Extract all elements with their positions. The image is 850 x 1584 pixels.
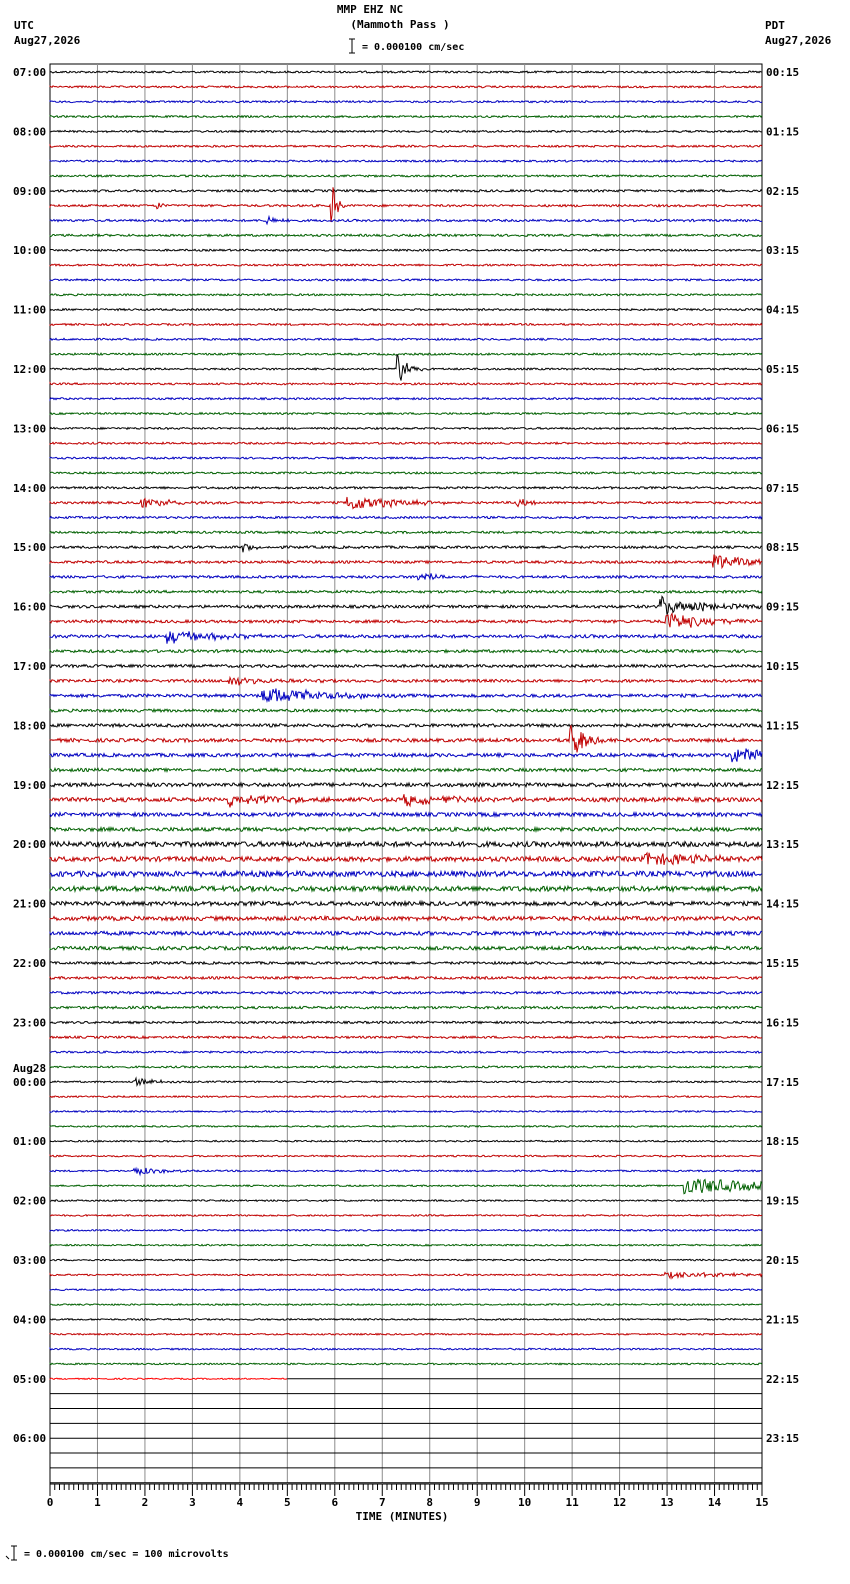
- seismic-trace: [50, 650, 762, 653]
- pdt-hour-label: 20:15: [766, 1254, 800, 1267]
- utc-hour-label: 21:00: [13, 897, 47, 911]
- seismic-trace: [50, 1289, 762, 1291]
- seismic-trace: [50, 1168, 762, 1175]
- seismic-trace: [50, 309, 762, 311]
- x-tick-label: 15: [755, 1496, 769, 1509]
- seismic-trace: [50, 827, 762, 831]
- scale-label: = 0.000100 cm/sec: [362, 42, 465, 53]
- utc-hour-label: 16:00: [13, 600, 47, 614]
- left-timezone: UTC: [14, 19, 34, 32]
- seismic-trace: [50, 279, 762, 281]
- utc-hour-label: 17:00: [13, 660, 47, 673]
- seismic-trace: [50, 1348, 762, 1350]
- seismic-trace: [50, 249, 762, 251]
- right-date: Aug27,2026: [765, 34, 832, 47]
- seismic-trace: [50, 175, 762, 177]
- pdt-hour-label: 13:15: [766, 838, 800, 852]
- utc-hour-label: 20:00: [13, 838, 47, 852]
- left-date: Aug27,2026: [14, 34, 81, 47]
- seismic-trace: [50, 324, 762, 326]
- pdt-hour-label: 09:15: [766, 600, 800, 614]
- seismic-trace: [50, 596, 762, 614]
- x-tick-label: 3: [189, 1496, 196, 1509]
- seismic-trace: [50, 497, 762, 509]
- seismic-trace: [50, 1179, 762, 1194]
- utc-hour-label: 12:00: [13, 363, 47, 376]
- x-tick-label: 11: [565, 1496, 579, 1509]
- plot-frame: [50, 64, 762, 1484]
- seismic-trace: [50, 853, 762, 865]
- station-title: MMP EHZ NC: [336, 3, 404, 16]
- station-location: (Mammoth Pass ): [350, 18, 450, 31]
- seismic-trace: [50, 531, 762, 533]
- seismic-trace: [50, 555, 762, 568]
- seismic-trace: [50, 101, 762, 103]
- x-tick-label: 14: [707, 1496, 722, 1509]
- seismic-trace: [50, 1021, 762, 1023]
- pdt-hour-label: 19:15: [766, 1194, 800, 1208]
- pdt-hour-label: 15:15: [766, 957, 800, 970]
- date-change-label: Aug28: [13, 1061, 47, 1075]
- seismic-trace: [50, 813, 762, 817]
- seismic-trace: [50, 678, 762, 686]
- seismic-trace: [50, 1078, 762, 1085]
- seismic-trace: [50, 1140, 762, 1142]
- x-tick-label: 7: [378, 1496, 386, 1509]
- seismic-trace: [50, 749, 762, 763]
- utc-hour-label: 08:00: [13, 125, 47, 139]
- seismic-trace: [50, 234, 762, 236]
- utc-hour-label: 07:00: [13, 66, 47, 79]
- utc-hour-label: 22:00: [13, 957, 47, 970]
- seismic-trace: [50, 516, 762, 518]
- seismic-trace: [50, 1259, 762, 1261]
- utc-hour-label: 19:00: [13, 778, 47, 792]
- seismic-trace: [50, 573, 762, 580]
- seismic-trace: [50, 1006, 762, 1009]
- seismic-trace: [50, 130, 762, 132]
- x-tick-label: 13: [660, 1496, 674, 1509]
- seismic-trace: [50, 631, 762, 643]
- seismic-trace: [50, 902, 762, 906]
- seismic-trace: [50, 413, 762, 415]
- utc-hour-label: 23:00: [13, 1016, 47, 1030]
- utc-hour-label: 14:00: [13, 481, 47, 495]
- seismic-trace: [50, 398, 762, 400]
- utc-hour-label: 10:00: [13, 244, 47, 258]
- x-tick-label: 2: [141, 1496, 149, 1509]
- pdt-hour-label: 07:15: [766, 481, 800, 495]
- pdt-hour-label: 17:15: [766, 1075, 800, 1089]
- utc-hour-label: 11:00: [13, 303, 47, 317]
- seismic-trace: [50, 338, 762, 340]
- seismic-trace: [50, 190, 762, 192]
- pdt-hour-label: 03:15: [766, 244, 800, 258]
- seismic-trace: [50, 614, 762, 628]
- x-tick-label: 0: [46, 1496, 54, 1509]
- seismic-trace: [50, 1244, 762, 1246]
- pdt-hour-label: 04:15: [766, 303, 800, 317]
- utc-hour-label: 00:00: [13, 1075, 47, 1089]
- x-axis-label: TIME (MINUTES): [355, 1510, 449, 1523]
- x-tick-label: 6: [331, 1496, 339, 1509]
- utc-hour-label: 02:00: [13, 1194, 47, 1208]
- x-tick-label: 12: [612, 1496, 627, 1509]
- seismic-trace: [50, 355, 762, 381]
- seismic-trace: [50, 916, 762, 920]
- pdt-hour-label: 02:15: [766, 184, 800, 198]
- seismic-trace: [50, 842, 762, 847]
- seismic-trace: [50, 86, 762, 88]
- seismic-trace: [50, 1051, 762, 1053]
- seismic-trace: [50, 1066, 762, 1068]
- utc-hour-label: 03:00: [13, 1254, 47, 1267]
- pdt-hour-label: 11:15: [766, 719, 800, 733]
- footer-scale-icon: [4, 1544, 18, 1562]
- pdt-hour-label: 05:15: [766, 363, 800, 376]
- seismic-trace: [50, 1036, 762, 1038]
- x-tick-label: 10: [518, 1496, 532, 1509]
- seismic-trace: [50, 472, 762, 474]
- seismic-trace: [50, 689, 762, 702]
- pdt-hour-label: 12:15: [766, 778, 800, 792]
- seismic-trace: [50, 1272, 762, 1278]
- seismic-trace: [50, 1215, 762, 1217]
- x-tick-label: 4: [236, 1496, 244, 1509]
- x-tick-label: 5: [284, 1496, 291, 1509]
- seismic-trace: [50, 383, 762, 385]
- seismic-trace: [50, 1304, 762, 1306]
- seismic-trace: [50, 1155, 762, 1157]
- seismic-trace: [50, 1126, 762, 1128]
- pdt-hour-label: 10:15: [766, 660, 800, 673]
- seismic-trace: [50, 946, 762, 950]
- utc-hour-label: 04:00: [13, 1313, 47, 1327]
- pdt-hour-label: 23:15: [766, 1432, 800, 1446]
- pdt-hour-label: 21:15: [766, 1313, 800, 1327]
- seismic-trace: [50, 1111, 762, 1113]
- seismic-trace: [50, 725, 762, 752]
- seismic-trace: [50, 353, 762, 355]
- seismic-trace: [50, 665, 762, 668]
- pdt-hour-label: 08:15: [766, 541, 800, 555]
- utc-hour-label: 06:00: [13, 1432, 47, 1446]
- seismic-trace: [50, 886, 762, 891]
- x-tick-label: 8: [426, 1496, 434, 1509]
- x-tick-label: 9: [473, 1496, 481, 1509]
- seismic-trace: [50, 294, 762, 296]
- pdt-hour-label: 18:15: [766, 1135, 800, 1149]
- utc-hour-label: 13:00: [13, 422, 47, 436]
- seismic-trace: [50, 1319, 762, 1321]
- seismic-trace: [50, 591, 762, 594]
- seismic-trace: [50, 724, 762, 727]
- seismic-trace: [50, 783, 762, 787]
- utc-hour-label: 15:00: [13, 541, 47, 555]
- pdt-hour-label: 00:15: [766, 66, 800, 79]
- right-timezone: PDT: [765, 19, 785, 32]
- seismic-trace: [50, 1230, 762, 1232]
- seismic-trace: [50, 116, 762, 118]
- pdt-hour-label: 16:15: [766, 1016, 800, 1030]
- seismic-trace: [50, 794, 762, 807]
- seismic-trace: [50, 962, 762, 965]
- seismic-trace: [50, 217, 762, 224]
- seismic-trace: [50, 871, 762, 876]
- seismic-trace: [50, 1378, 287, 1379]
- seismic-trace: [50, 709, 762, 712]
- seismic-trace: [50, 71, 762, 73]
- seismic-trace: [50, 544, 762, 552]
- seismic-trace: [50, 1334, 762, 1336]
- seismic-trace: [50, 931, 762, 935]
- utc-hour-label: 09:00: [13, 184, 47, 198]
- utc-hour-label: 01:00: [13, 1135, 47, 1149]
- utc-hour-label: 05:00: [13, 1372, 47, 1386]
- seismic-trace: [50, 160, 762, 162]
- seismic-trace: [50, 264, 762, 266]
- footer-scale-note: = 0.000100 cm/sec = 100 microvolts: [24, 1549, 229, 1560]
- seismic-trace: [50, 1363, 762, 1365]
- seismic-trace: [50, 187, 762, 222]
- seismic-trace: [50, 991, 762, 994]
- utc-hour-label: 18:00: [13, 719, 47, 733]
- seismic-trace: [50, 1200, 762, 1202]
- seismic-trace: [50, 768, 762, 771]
- x-tick-label: 1: [94, 1496, 101, 1509]
- seismic-trace: [50, 487, 762, 489]
- seismic-trace: [50, 977, 762, 980]
- seismic-trace: [50, 1096, 762, 1098]
- pdt-hour-label: 22:15: [766, 1372, 800, 1386]
- pdt-hour-label: 06:15: [766, 422, 800, 436]
- seismic-trace: [50, 427, 762, 429]
- pdt-hour-label: 14:15: [766, 897, 800, 911]
- pdt-hour-label: 01:15: [766, 125, 800, 139]
- seismic-trace: [50, 442, 762, 444]
- seismic-trace: [50, 145, 762, 147]
- seismic-trace: [50, 457, 762, 459]
